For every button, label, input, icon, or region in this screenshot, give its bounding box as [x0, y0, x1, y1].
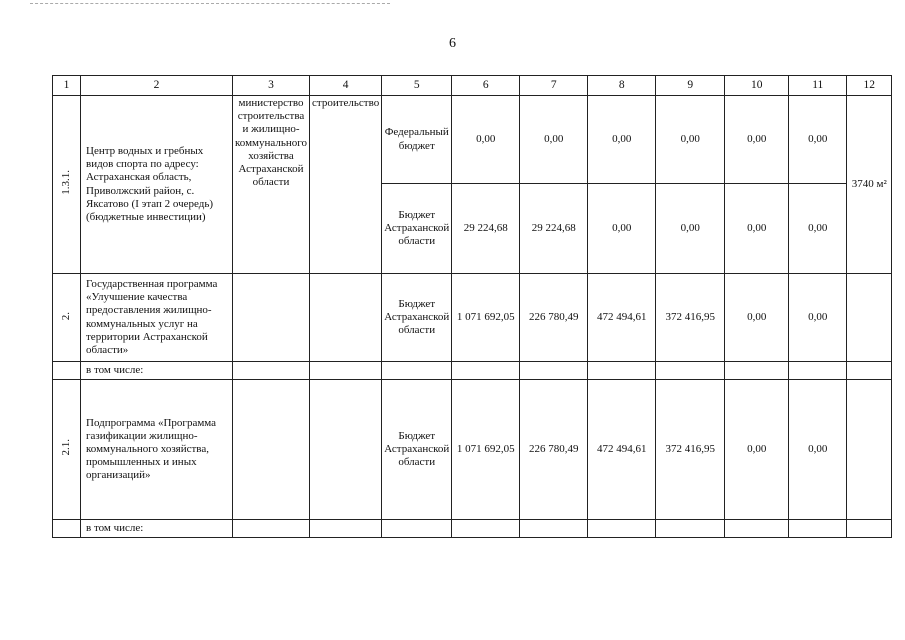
value-cell: 0,00: [588, 184, 656, 274]
budget-table: [52, 75, 892, 538]
col-header: 1: [53, 76, 81, 96]
row-name: Подпрограмма «Программа газификации жилищно-коммунального хозяйства, промышленных и иных организаций»: [81, 380, 233, 520]
activity-type: строительство: [310, 96, 382, 274]
table-row: [53, 96, 892, 184]
col-header: 6: [452, 76, 520, 96]
value-cell: 29 224,68: [520, 184, 588, 274]
col-header: 11: [789, 76, 847, 96]
empty-cell: [53, 362, 81, 380]
col-header: 7: [520, 76, 588, 96]
row-name: Центр водных и гребных видов спорта по адресу: Астраханская область, Приволжский район, с. Яксатово (I этап 2 очередь) (бюджетные инвестиции): [81, 96, 233, 274]
value-cell: 0,00: [725, 380, 789, 520]
value-cell: 29 224,68: [452, 184, 520, 274]
funding-source: Бюджет Астраханской области: [382, 184, 452, 274]
value-cell: 372 416,95: [656, 380, 725, 520]
empty-cell: [847, 380, 892, 520]
col-header: 3: [233, 76, 310, 96]
value-cell: 472 494,61: [588, 380, 656, 520]
col-header: 9: [656, 76, 725, 96]
table-row: [53, 380, 892, 520]
value-cell: 1 071 692,05: [452, 274, 520, 362]
empty-cell: [310, 274, 382, 362]
col-header: 4: [310, 76, 382, 96]
including-label: в том числе:: [81, 362, 233, 380]
page-number: 6: [449, 36, 456, 51]
value-cell: 0,00: [789, 274, 847, 362]
empty-cell: [233, 274, 310, 362]
value-cell: 226 780,49: [520, 380, 588, 520]
value-cell: 0,00: [789, 380, 847, 520]
including-label: в том числе:: [81, 520, 233, 538]
value-cell: 0,00: [656, 184, 725, 274]
value-cell: 0,00: [588, 96, 656, 184]
capacity-cell: 3740 м²: [847, 96, 892, 274]
col-header: 10: [725, 76, 789, 96]
value-cell: 472 494,61: [588, 274, 656, 362]
table-row: [53, 274, 892, 362]
row-number: 2.1.: [53, 380, 81, 520]
row-name: Государственная программа «Улучшение качества предоставления жилищно-коммунальных услуг на территории Астраханской области»: [81, 274, 233, 362]
value-cell: 1 071 692,05: [452, 380, 520, 520]
value-cell: 0,00: [725, 96, 789, 184]
funding-source: Бюджет Астраханской области: [382, 380, 452, 520]
row-number: 1.3.1.: [53, 96, 81, 274]
value-cell: 226 780,49: [520, 274, 588, 362]
table-row: [53, 362, 892, 380]
value-cell: 0,00: [725, 184, 789, 274]
value-cell: 0,00: [452, 96, 520, 184]
funding-source: Бюджет Астраханской области: [382, 274, 452, 362]
header-row: [53, 76, 892, 96]
row-number: 2.: [53, 274, 81, 362]
value-cell: 0,00: [725, 274, 789, 362]
scan-artifact-line: [30, 3, 390, 4]
col-header: 2: [81, 76, 233, 96]
value-cell: 0,00: [520, 96, 588, 184]
empty-cell: [310, 380, 382, 520]
empty-cell: [233, 380, 310, 520]
value-cell: 0,00: [656, 96, 725, 184]
value-cell: 372 416,95: [656, 274, 725, 362]
responsible-executor: министерство строительства и жилищно-коммунального хозяйства Астраханской области: [233, 96, 310, 274]
empty-cell: [53, 520, 81, 538]
funding-source: Федеральный бюджет: [382, 96, 452, 184]
value-cell: 0,00: [789, 96, 847, 184]
col-header: 5: [382, 76, 452, 96]
value-cell: 0,00: [789, 184, 847, 274]
empty-cell: [847, 274, 892, 362]
table-row: [53, 520, 892, 538]
col-header: 12: [847, 76, 892, 96]
col-header: 8: [588, 76, 656, 96]
